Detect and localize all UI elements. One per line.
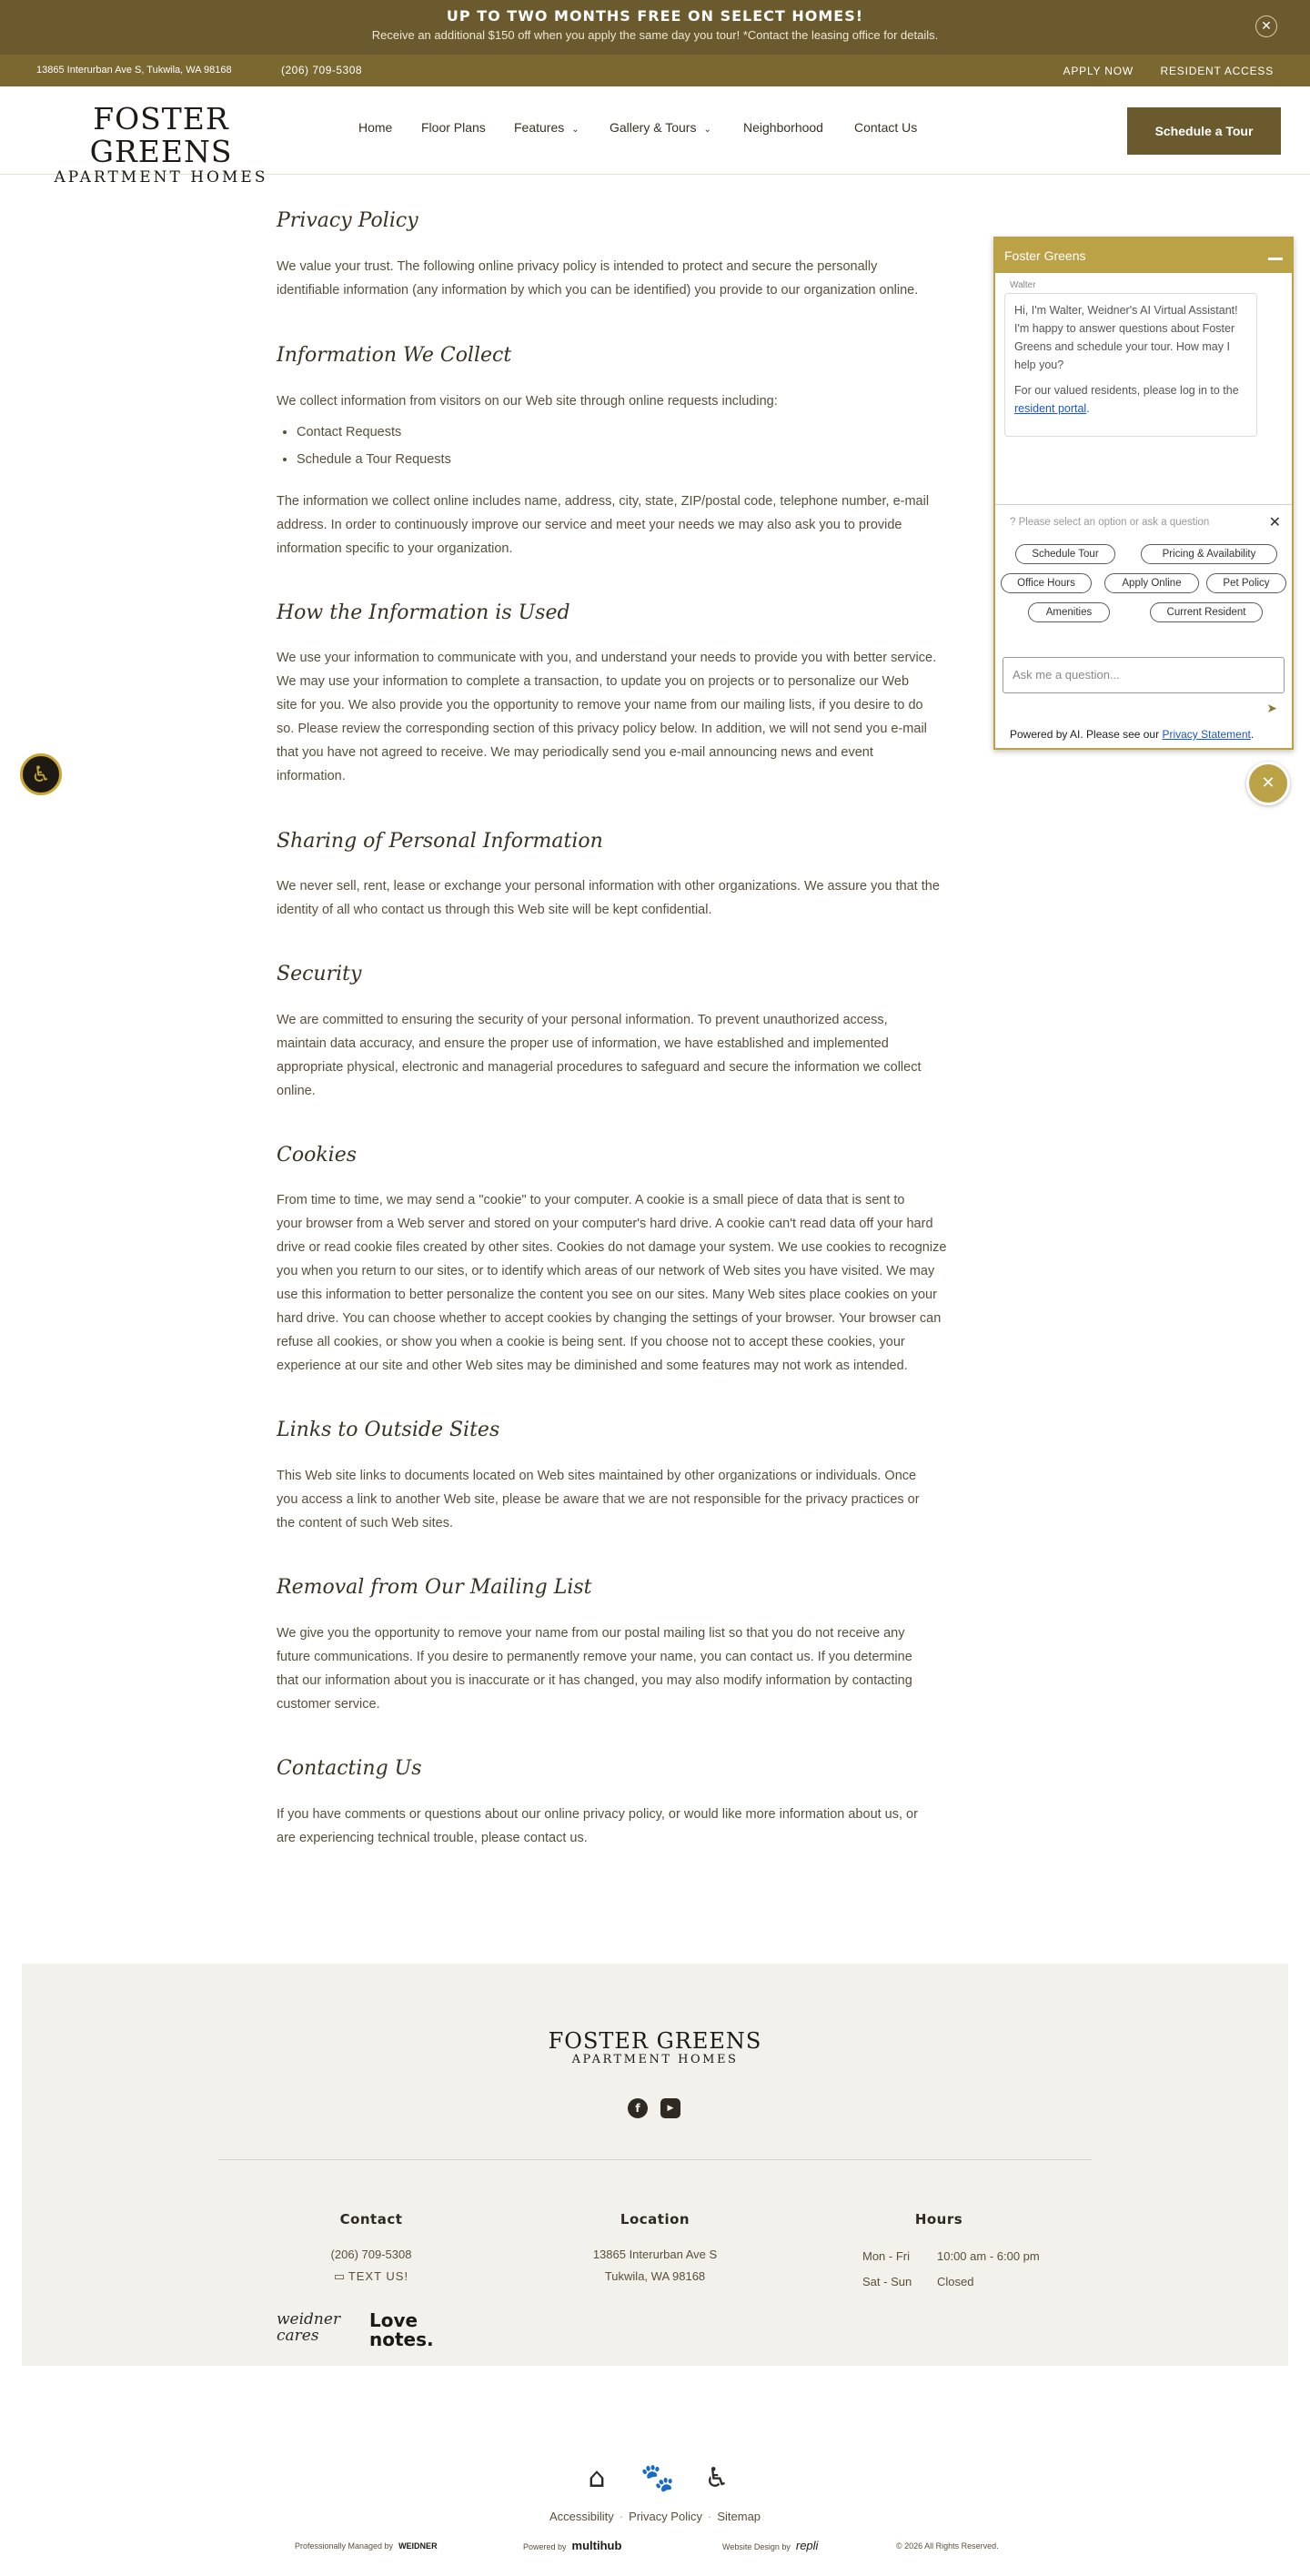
help-icon: ? [1010, 517, 1016, 528]
footer-hours-title: Hours [914, 2211, 963, 2227]
logo-title: FOSTER GREENS [89, 101, 233, 169]
sitemap-link[interactable]: Sitemap [717, 2510, 761, 2523]
promo-banner [0, 0, 1310, 55]
section-heading: Contacting Us [277, 1757, 422, 1780]
copyright: © 2026 All Rights Reserved. [896, 2541, 999, 2551]
nav-contact-us[interactable]: Contact Us [854, 120, 918, 135]
footer-logo-subtitle: APARTMENT HOMES [571, 2053, 739, 2066]
chat-footer-text: Powered by AI. Please see our [1010, 728, 1160, 741]
removal-body-line: We give you the opportunity to remove your name from our postal mailing list so that you do not receive any [277, 1626, 905, 1641]
section-heading: Removal from Our Mailing List [277, 1576, 592, 1599]
schedule-tour-button[interactable]: Schedule a Tour [1127, 107, 1281, 155]
links-body-line: This Web site links to documents located on Web sites maintained by other organizations or individuals. Once [277, 1469, 917, 1483]
privacy-policy-link[interactable]: Privacy Policy [629, 2510, 702, 2523]
utility-phone[interactable]: (206) 709-5308 [281, 64, 363, 76]
footer-logo[interactable] [22, 2029, 1288, 2067]
love-notes-logo[interactable]: Love notes. [369, 2309, 434, 2350]
chat-widget [993, 237, 1294, 750]
facebook-icon[interactable]: f [628, 2098, 648, 2118]
collect-body-line: The information we collect online includes name, address, city, state, ZIP/postal code, telephone number, e-mail [277, 494, 930, 509]
privacy-statement-link[interactable]: Privacy Statement [1162, 728, 1251, 741]
bottom-links [0, 2510, 1310, 2523]
contacting-body-line: If you have comments or questions about our online privacy policy, or would like more information about us, or [277, 1807, 918, 1822]
chat-message-text: Hi, I'm Walter, Weidner's AI Virtual Assistant! I'm happy to answer questions about Foster Greens and schedule your tour. How may I help you? [1014, 304, 1238, 371]
hours-row [830, 2269, 1048, 2295]
chat-toggle-button[interactable]: ✕ [1246, 762, 1290, 805]
close-icon[interactable]: ✕ [1255, 15, 1277, 37]
section-heading: Links to Outside Sites [277, 1419, 500, 1441]
section-heading: Sharing of Personal Information [277, 830, 603, 853]
sharing-body-line: identity of all who contact us through this Web site will be kept confidential. [277, 903, 712, 917]
managed-by-label: Professionally Managed by [295, 2541, 394, 2551]
links-body-line: you access a link to another Web site, please be aware that we are not responsible for the privacy practices or [277, 1492, 920, 1507]
intro-line: We value your trust. The following online privacy policy is intended to protect and secure the personally [277, 259, 878, 274]
chat-header [995, 238, 1292, 273]
nav-gallery-label: Gallery & Tours [610, 120, 697, 135]
section-heading: Information We Collect [277, 344, 512, 367]
close-icon[interactable]: ✕ [1268, 515, 1281, 530]
design-by-label: Website Design by [722, 2542, 791, 2551]
list-item: • Schedule a Tour Requests [297, 446, 451, 473]
footer-contact [262, 2211, 480, 2288]
chat-input[interactable]: Ask me a question... [1003, 657, 1285, 693]
list-item: • Contact Requests [297, 419, 451, 446]
chip-pet-policy[interactable]: Pet Policy [1206, 573, 1286, 593]
cookies-body-line: you when you return to our sites, or to identify which areas of our network of Web sites you have visited. We may [277, 1264, 935, 1278]
cookies-body-line: your browser from a Web server and stored on your computer's hard drive. A cookie can't read data off your hard [277, 1217, 933, 1231]
text-us-link[interactable] [262, 2266, 480, 2288]
pet-friendly-icon: 🐾 [640, 2462, 675, 2494]
used-body-line: site for you. We also provide you the opportunity to remove your name from our mailing lists, if you desire to do [277, 698, 923, 712]
used-body-line: We may use your information to complete a transaction, to update you on projects or to personalize our Web [277, 674, 910, 689]
chat-message-text: For our valued residents, please log in to the resident portal. [1014, 384, 1239, 415]
chat-prompt [1010, 517, 1209, 528]
links-body-line: the content of such Web sites. [277, 1516, 453, 1530]
promo-subtitle: Receive an additional $150 off when you apply the same day you tour! *Contact the leasing office for details. [371, 28, 939, 42]
site-footer [22, 1964, 1288, 2366]
security-body-line: online. [277, 1084, 316, 1098]
footer-divider [218, 2159, 1092, 2160]
chip-pricing-availability[interactable]: Pricing & Availability [1141, 544, 1277, 564]
chat-prompt-text: Please select an option or ask a question [1018, 517, 1210, 528]
footer-phone[interactable]: (206) 709-5308 [330, 2248, 412, 2261]
footer-address-line: Tukwila, WA 98168 [604, 2269, 706, 2283]
cookies-body-line: refuse all cookies, or show you when a cookie is being sent. If you choose not to accept these cookies, your [277, 1335, 905, 1349]
cookies-body-line: hard drive. You can choose whether to accept cookies by changing the settings of your browser. Your browser can [277, 1311, 942, 1326]
page-title: Privacy Policy [277, 209, 418, 232]
chat-sender: Walter [1010, 280, 1036, 290]
chevron-down-icon: ⌄ [703, 125, 711, 135]
footer-address-line: 13865 Interurban Ave S [592, 2248, 718, 2261]
logo-subtitle: APARTMENT HOMES [54, 168, 268, 187]
hours-row [830, 2244, 1048, 2269]
collect-intro: We collect information from visitors on our Web site through online requests including: [277, 394, 778, 409]
nav-features[interactable] [514, 120, 579, 135]
link-separator: · [619, 2510, 624, 2523]
equal-housing-icon: ⌂ [588, 2462, 606, 2494]
used-body-line: that you have not agreed to receive. We may periodically send you e-mail announcing news and event [277, 745, 873, 760]
hours-time: 10:00 am - 6:00 pm [937, 2249, 1040, 2263]
footer-location-title: Location [620, 2211, 690, 2227]
chat-message [1004, 293, 1257, 437]
cookies-body-line: From time to time, we may send a "cookie" to your computer. A cookie is a small piece of data that is sent to [277, 1193, 905, 1207]
chip-office-hours[interactable]: Office Hours [1001, 573, 1092, 593]
send-icon[interactable]: ➤ [1266, 701, 1277, 715]
promo-title: UP TO TWO MONTHS FREE ON SELECT HOMES! [446, 7, 864, 25]
credits-bar [0, 2539, 1310, 2557]
compliance-icons [580, 2462, 735, 2497]
design-by-credit[interactable] [722, 2539, 818, 2552]
removal-body-line: customer service. [277, 1697, 380, 1712]
powered-by-label: Powered by [523, 2542, 567, 2551]
powered-by-credit[interactable] [523, 2539, 621, 2552]
hours-days: Mon - Fri [862, 2249, 910, 2263]
contacting-body-line: are experiencing technical trouble, please contact us. [277, 1831, 588, 1845]
security-body-line: maintain data accuracy, and ensure the proper use of information, we have established and implemented [277, 1036, 889, 1051]
sharing-body-line: We never sell, rent, lease or exchange your personal information with other organizations. We assure you that the [277, 879, 940, 894]
section-heading: How the Information is Used [277, 601, 570, 624]
intro-line: identifiable information (any information by which you can be identified) you provide to our organization online. [277, 283, 919, 298]
collect-body-line: address. In order to continuously improve our service and meet your needs we may also ask you to provide [277, 518, 902, 532]
managed-by-credit[interactable] [295, 2541, 438, 2551]
used-body-line: We use your information to communicate with you, and understand your needs to provide you with better service. [277, 651, 937, 665]
resident-access-link[interactable]: RESIDENT ACCESS [1160, 65, 1274, 77]
chip-current-resident[interactable]: Current Resident [1150, 602, 1263, 622]
nav-home[interactable]: Home [358, 120, 393, 135]
hours-time: Closed [937, 2275, 974, 2288]
utility-address[interactable]: 13865 Interurban Ave S, Tukwila, WA 98168 [36, 65, 232, 76]
text-us-label: TEXT US! [348, 2269, 409, 2283]
youtube-icon[interactable]: ▶ [660, 2098, 680, 2118]
removal-body-line: that our information about you is inaccurate or it has changed, you may also modify information by contacting [277, 1673, 912, 1688]
social-links [628, 2098, 682, 2118]
nav-neighborhood[interactable]: Neighborhood [743, 120, 823, 135]
resident-portal-link[interactable]: resident portal [1014, 402, 1087, 415]
accessible-icon: ♿ [704, 2462, 730, 2494]
apply-now-link[interactable]: APPLY NOW [1063, 65, 1134, 77]
cookies-body-line: use this information to better personalize the content you see on our sites. Many Web sites place cookies on your [277, 1288, 937, 1302]
security-body-line: appropriate physical, electronic and managerial procedures to safeguard and secure the information we collect [277, 1060, 922, 1075]
cookies-body-line: experience at our site and other Web sites may be diminished and some features may not work as intended. [277, 1359, 908, 1373]
collect-body-line: information specific to your organization. [277, 541, 513, 556]
chip-apply-online[interactable]: Apply Online [1104, 573, 1199, 593]
chat-footer: Powered by AI. Please see our Privacy Statement. [1010, 728, 1255, 741]
weidner-cares-logo[interactable]: weidner cares [277, 2310, 341, 2345]
nav-gallery-tours[interactable] [610, 120, 711, 135]
chip-amenities[interactable]: Amenities [1028, 602, 1110, 622]
chip-schedule-tour[interactable]: Schedule Tour [1015, 544, 1115, 564]
accessibility-icon[interactable]: ♿ [20, 753, 62, 795]
chat-bubble-icon: ▭ [333, 2269, 346, 2283]
footer-logo-title: FOSTER GREENS [548, 2028, 762, 2054]
weidner-brand: WEIDNER [398, 2541, 438, 2551]
footer-location [546, 2211, 764, 2288]
repli-brand: repli [795, 2539, 819, 2552]
section-heading: Cookies [277, 1144, 357, 1167]
minimize-icon[interactable] [1268, 247, 1283, 262]
footer-hours [830, 2211, 1048, 2295]
used-body-line: information. [277, 769, 346, 783]
chat-resident-text: For our valued residents, please log in to the [1014, 384, 1239, 397]
security-body-line: We are committed to ensuring the security of your personal information. To prevent unauthorized access, [277, 1013, 888, 1027]
site-header [0, 86, 1310, 187]
hours-days: Sat - Sun [862, 2275, 912, 2288]
section-heading: Security [277, 963, 362, 985]
nav-floor-plans[interactable]: Floor Plans [421, 120, 486, 135]
utility-bar [0, 55, 1310, 86]
cookies-body-line: drive or read cookie files created by other sites. Cookies do not damage your system. We use cookies to recognize [277, 1240, 947, 1255]
nav-features-label: Features [514, 120, 565, 135]
collect-list [277, 419, 451, 473]
multihub-brand: multihub [571, 2539, 622, 2552]
site-logo[interactable] [29, 103, 293, 187]
accessibility-link[interactable]: Accessibility [549, 2510, 614, 2523]
footer-contact-title: Contact [339, 2211, 403, 2227]
chat-divider [995, 504, 1292, 505]
chevron-down-icon: ⌄ [571, 125, 579, 135]
used-body-line: so. Please review the corresponding section of this privacy policy below. In addition, we will not send you e-mail [277, 722, 927, 736]
link-separator: · [708, 2510, 712, 2523]
removal-body-line: future communications. If you desire to permanently remove your name, you can contact us. If you determine [277, 1650, 912, 1664]
chat-title: Foster Greens [1004, 248, 1086, 263]
